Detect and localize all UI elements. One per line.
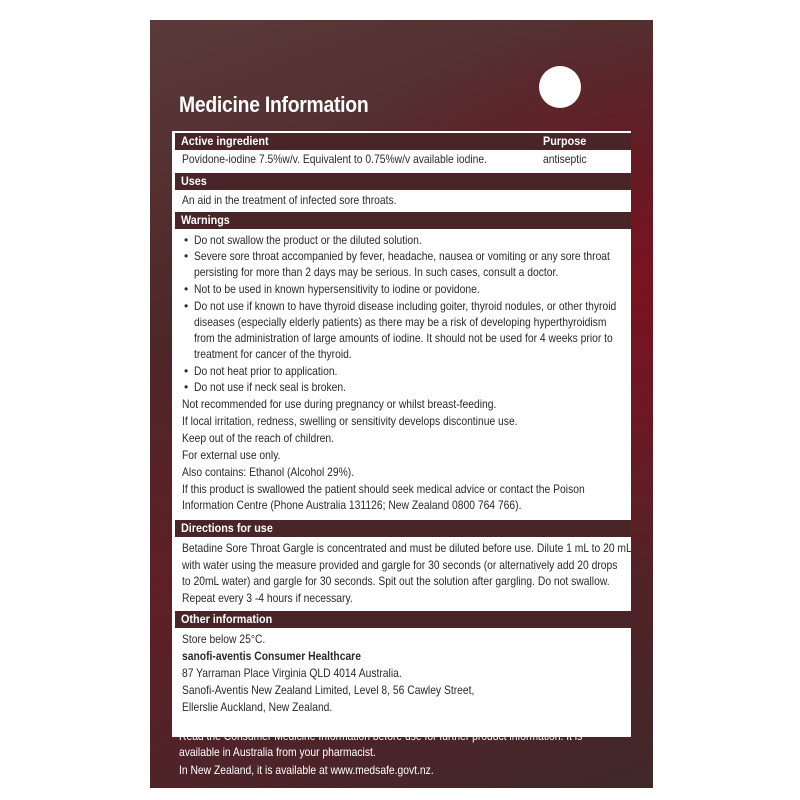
- uses-text: An aid in the treatment of infected sore throats.: [182, 193, 397, 207]
- bullet-icon: •: [184, 299, 189, 313]
- warning-item: Do not use if neck seal is broken.: [194, 380, 347, 394]
- warning-line: Also contains: Ethanol (Alcohol 29%).: [182, 465, 355, 479]
- warning-line: Information Centre (Phone Australia 131126; New Zealand 0800 764 766).: [182, 498, 522, 512]
- purpose-text: antiseptic: [543, 152, 587, 166]
- ingredient-text: Povidone-iodine 7.5%w/v. Equivalent to 0.75%w/v available iodine.: [182, 152, 488, 166]
- page-title: Medicine Information: [179, 92, 369, 117]
- warning-item: Do not heat prior to application.: [194, 364, 338, 378]
- warning-line: Keep out of the reach of children.: [182, 431, 335, 445]
- warning-item: Severe sore throat accompanied by fever, headache, nausea or vomiting or any sore throat: [194, 249, 610, 263]
- warning-item: treatment for cancer of the thyroid.: [194, 347, 352, 361]
- purpose-label: Purpose: [543, 134, 587, 148]
- warning-item: persisting for more than 2 days may be serious. In such cases, consult a doctor.: [194, 265, 559, 279]
- directions-line: Betadine Sore Throat Gargle is concentrated and must be diluted before use. Dilute 1 mL to 20 mL: [182, 541, 632, 555]
- bullet-icon: •: [184, 380, 189, 394]
- warning-line: Not recommended for use during pregnancy or whilst breast-feeding.: [182, 397, 497, 411]
- hang-hole: [539, 66, 581, 108]
- bullet-icon: •: [184, 233, 189, 247]
- warning-item: Do not swallow the product or the diluted solution.: [194, 233, 422, 247]
- bullet-icon: •: [184, 282, 189, 296]
- bullet-icon: •: [184, 249, 189, 263]
- warning-line: For external use only.: [182, 448, 281, 462]
- warning-line: If this product is swallowed the patient should seek medical advice or contact the Poison: [182, 482, 585, 496]
- footer-line: Read the Consumer Medicine Information before use for further product information. It is: [179, 729, 583, 743]
- bullet-icon: •: [184, 364, 189, 378]
- directions-line: to 20mL water) and gargle for 30 seconds. Spit out the solution after gargling. Do not swallow.: [182, 574, 610, 588]
- medicine-card: [150, 20, 653, 788]
- address-line: Sanofi-Aventis New Zealand Limited, Level 8, 56 Cawley Street,: [182, 683, 475, 697]
- address-line: 87 Yarraman Place Virginia QLD 4014 Australia.: [182, 666, 402, 680]
- storage-text: Store below 25°C.: [182, 632, 266, 646]
- directions-line: Repeat every 3 -4 hours if necessary.: [182, 591, 353, 605]
- address-line: Ellerslie Auckland, New Zealand.: [182, 700, 333, 714]
- directions-header: [175, 520, 631, 537]
- warning-line: If local irritation, redness, swelling or sensitivity develops discontinue use.: [182, 414, 518, 428]
- directions-line: with water using the measure provided and gargle for 30 seconds (or alternatively add 20 drops: [182, 558, 618, 572]
- warnings-label: Warnings: [181, 213, 230, 227]
- uses-header: [175, 173, 631, 190]
- footer-line: available in Australia from your pharmacist.: [179, 745, 376, 759]
- directions-label: Directions for use: [181, 521, 273, 535]
- active-ingredient-header: [175, 133, 631, 150]
- active-ingredient-label: Active ingredient: [181, 134, 269, 148]
- warning-item: Do not use if known to have thyroid disease including goiter, thyroid nodules, or other thyroid: [194, 299, 617, 313]
- other-info-header: [175, 611, 631, 628]
- other-info-label: Other information: [181, 612, 273, 626]
- warning-item: Not to be used in known hypersensitivity to iodine or povidone.: [194, 282, 480, 296]
- warning-item: from the administration of large amounts of iodine. It should not be used for 4 weeks prior to: [194, 331, 613, 345]
- uses-label: Uses: [181, 174, 207, 188]
- footer-line: In New Zealand, it is available at www.medsafe.govt.nz.: [179, 763, 434, 777]
- warning-item: diseases (especially elderly patients) as there may be a risk of developing hyperthyroidism: [194, 315, 607, 329]
- company-name: sanofi-aventis Consumer Healthcare: [182, 649, 361, 663]
- warnings-header: [175, 212, 631, 229]
